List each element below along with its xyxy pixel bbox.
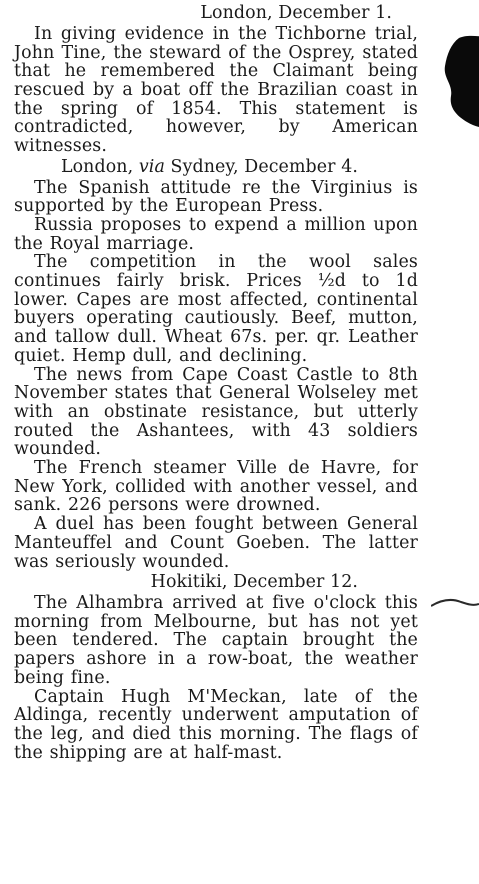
dateline-italic-via: via (138, 156, 165, 177)
dateline-london-via-sydney (14, 156, 418, 179)
paragraph-cape-coast-castle: The news from Cape Coast Castle to 8th November states that General Wolseley met with an obstinate resistance, but utterly routed the Ashantees, with 43 soldiers wounded. (14, 364, 418, 460)
paragraph-ville-de-havre: The French steamer Ville de Havre, for New York, collided with another vessel, and sank. 226 persons were drowned. (14, 458, 418, 516)
dateline-prefix: London, (60, 156, 139, 177)
dateline-suffix: Sydney, December 4. (164, 156, 358, 177)
paragraph-duel: A duel has been fought between General Manteuffel and Count Goeben. The latter was seriously wounded. (14, 514, 418, 572)
paragraph-spanish-attitude: The Spanish attitude re the Virginius is supported by the European Press. (14, 177, 418, 217)
dateline-hokitiki-dec-12: Hokitiki, December 12. (150, 572, 358, 593)
paragraph-captain-mmeckan: Captain Hugh M'Meckan, late of the Aldinga, recently underwent amputation of the leg, and died this morning. The flags of the shipping are at half-mast. (14, 686, 418, 763)
dateline-london-dec-1: London, December 1. (200, 3, 392, 23)
paragraph-alhambra: The Alhambra arrived at five o'clock this morning from Melbourne, but has not yet been tendered. The captain brought the papers ashore in a row-boat, the weather being fine. (14, 593, 418, 688)
torn-edge-ink-blot (437, 34, 479, 130)
paragraph-tichborne-trial: In giving evidence in the Tichborne trial, John Tine, the steward of the Osprey, stated that he remembered the Claimant being rescued by a boat off the Brazilian coast in the spring of 1854. This statement is contradicted, however, by American witnesses. (14, 23, 418, 157)
paragraph-russia-marriage: Russia proposes to expend a million upon the Royal marriage. (14, 214, 418, 254)
margin-scratch-mark (431, 596, 479, 612)
paragraph-wool-sales: The competition in the wool sales continues fairly brisk. Prices ½d to 1d lower. Capes are most affected, continental buyers operating cautiously. Beef, mutton, and tallow dull. Wheat 67s. per. qr. Leather quiet. Hemp dull, and declining. (14, 252, 418, 366)
news-column (14, 2, 418, 762)
